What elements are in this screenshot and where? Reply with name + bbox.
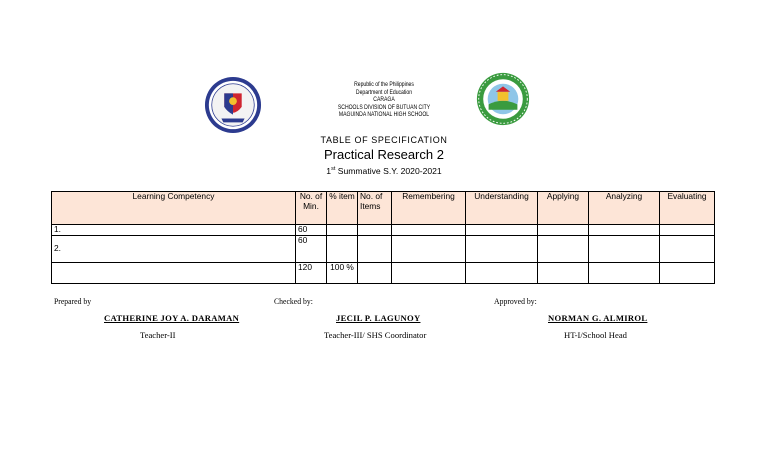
- minutes-cell: 60: [296, 236, 327, 263]
- deped-seal-icon: [204, 76, 262, 134]
- understanding-cell: [466, 263, 538, 284]
- header-understanding: Understanding: [466, 192, 538, 225]
- checked-by-position: Teacher-III/ SHS Coordinator: [324, 330, 427, 340]
- header-applying: Applying: [538, 192, 589, 225]
- letterhead: [302, 81, 466, 119]
- prepared-by-position: Teacher-II: [140, 330, 176, 340]
- items-cell: [358, 236, 392, 263]
- prepared-by-label: Prepared by: [54, 296, 92, 306]
- approved-by-name: NORMAN G. ALMIROL: [548, 313, 648, 323]
- checked-by-name: JECIL P. LAGUNOY: [336, 313, 421, 323]
- percent-cell: [327, 236, 358, 263]
- approved-by-position: HT-I/School Head: [564, 330, 627, 340]
- analyzing-cell: [589, 263, 660, 284]
- table-row: [52, 236, 715, 263]
- header-remembering: Remembering: [392, 192, 466, 225]
- header-analyzing: Analyzing: [589, 192, 660, 225]
- period-ordinal: 1: [326, 166, 332, 176]
- competency-cell: [52, 263, 296, 284]
- letterhead-line: CARAGA: [373, 96, 395, 104]
- percent-cell: 100 %: [327, 263, 358, 284]
- competency-cell: 1.: [52, 225, 296, 236]
- items-cell: [358, 263, 392, 284]
- applying-cell: [538, 236, 589, 263]
- period-rest: Summative S.Y. 2020-2021: [335, 166, 442, 176]
- school-seal-icon: [476, 72, 530, 126]
- header-percent: % item: [327, 192, 358, 225]
- document-title: TABLE OF SPECIFICATION: [320, 135, 448, 145]
- items-cell: [358, 225, 392, 236]
- applying-cell: [538, 225, 589, 236]
- remembering-cell: [392, 225, 466, 236]
- header-learning-competency: Learning Competency: [52, 192, 296, 225]
- approved-by-label: Approved by:: [494, 296, 537, 306]
- remembering-cell: [392, 263, 466, 284]
- evaluating-cell: [660, 236, 715, 263]
- specification-table: [51, 191, 715, 284]
- evaluating-cell: [660, 263, 715, 284]
- header-evaluating: Evaluating: [660, 192, 715, 225]
- analyzing-cell: [589, 225, 660, 236]
- percent-cell: [327, 225, 358, 236]
- document-subject: Practical Research 2: [324, 147, 444, 162]
- table-row: [52, 225, 715, 236]
- header-items: No. of Items: [358, 192, 392, 225]
- analyzing-cell: [589, 236, 660, 263]
- understanding-cell: [466, 236, 538, 263]
- competency-cell: 2.: [52, 236, 296, 263]
- letterhead-line: Department of Education: [355, 88, 413, 96]
- checked-by-label: Checked by:: [274, 296, 313, 306]
- applying-cell: [538, 263, 589, 284]
- letterhead-line: Republic of the Philippines: [354, 81, 414, 88]
- minutes-cell: 60: [296, 225, 327, 236]
- minutes-cell: 120: [296, 263, 327, 284]
- header-minutes: No. of Min.: [296, 192, 327, 225]
- understanding-cell: [466, 225, 538, 236]
- document-period: [234, 166, 534, 176]
- evaluating-cell: [660, 225, 715, 236]
- remembering-cell: [392, 236, 466, 263]
- prepared-by-name: CATHERINE JOY A. DARAMAN: [104, 313, 240, 323]
- letterhead-line: MAGUINDA NATIONAL HIGH SCHOOL: [338, 111, 430, 119]
- period-suffix: st: [331, 166, 336, 173]
- table-row: [52, 263, 715, 284]
- letterhead-line: SCHOOLS DIVISION OF BUTUAN CITY: [337, 103, 431, 111]
